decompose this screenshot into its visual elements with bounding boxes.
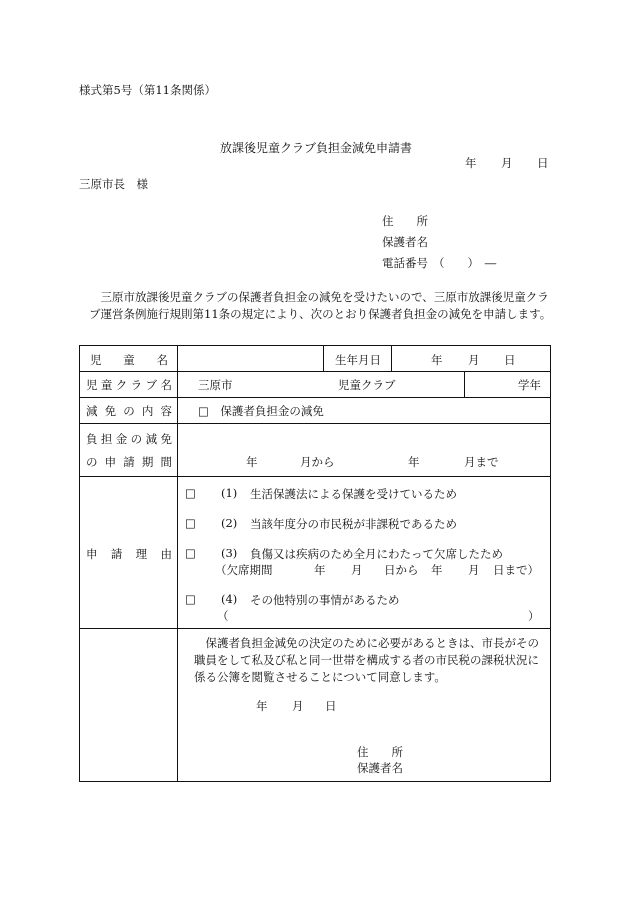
applicant-address-label: 住 所 bbox=[382, 214, 428, 228]
date-day-unit: 日 bbox=[537, 156, 549, 170]
period-label-line-1: 負 担 金 の 減 免 bbox=[86, 432, 172, 446]
checkbox-icon[interactable]: □ bbox=[185, 516, 196, 530]
checkbox-icon[interactable]: □ bbox=[185, 486, 196, 500]
applicant-guardian-label: 保護者名 bbox=[382, 235, 428, 249]
reason-label: 申 請 理 由 bbox=[86, 547, 172, 561]
intro-paragraph: 三原市放課後児童クラブの保護者負担金の減免を受けたいので、三原市放課後児童クラブ運営条例施行規則第11条の規定により、次のとおり保護者負担金の減免を申請します。 bbox=[89, 290, 552, 321]
period-label-line-2: の 申 請 期 間 bbox=[86, 455, 172, 469]
consent-guardian-label: 保護者名 bbox=[357, 761, 403, 775]
consent-paragraph: 保護者負担金減免の決定のために必要があるときは、市長がその職員をして私及び私と同一世帯を構成する者の市民税の課税状況に係る公簿を閲覧させることについて同意します。 bbox=[194, 636, 539, 684]
consent-address-label: 住 所 bbox=[357, 745, 403, 759]
content-checkbox[interactable]: □ 保護者負担金の減免 bbox=[198, 404, 324, 418]
applicant-phone-label: 電話番号 bbox=[382, 256, 428, 270]
child-name-field[interactable] bbox=[178, 347, 322, 371]
checkbox-icon[interactable]: □ bbox=[185, 546, 196, 560]
child-name-label: 児 童 名 bbox=[90, 353, 168, 367]
date-year-unit: 年 bbox=[465, 156, 477, 170]
club-name-label: 児 童 ク ラ ブ 名 bbox=[86, 378, 172, 392]
club-grade-suffix: 学年 bbox=[518, 378, 541, 392]
date-month-unit: 月 bbox=[501, 156, 513, 170]
addressee: 三原市長 様 bbox=[79, 177, 148, 191]
content-label: 減 免 の 内 容 bbox=[86, 404, 172, 418]
club-name-suffix: 児童クラブ bbox=[338, 378, 396, 392]
applicant-phone-format: （ ） ― bbox=[433, 256, 497, 270]
checkbox-icon[interactable]: □ bbox=[185, 592, 196, 606]
club-city: 三原市 bbox=[198, 378, 233, 392]
page-title: 放課後児童クラブ負担金減免申請書 bbox=[220, 141, 413, 155]
form-number: 様式第5号（第11条関係） bbox=[79, 83, 216, 97]
birth-date-label: 生年月日 bbox=[335, 353, 381, 367]
application-table: 児 童 名 生年月日 年 月 日 児 童 ク ラ ブ 名 三原市 児童クラブ 学年 減 免 の 内 容 □ 保護者負担金の減免 負 担 金 の 減 免 の 申 請 期 間 年 月から 年 月まで 申 請 理 由 □ (1) 生活保護法による保護を受けているため □ (2) 当該年度分の市民税が非課税であるため □ (3) 負傷又は疾病のため全月にわたって欠席したため （欠席期間 年 月 日から 年 月 日まで） □ (4) その他特別の事情があるため （ ） 保護者負担金減免の決定のために必要があるときは、市長がその職員をして私及び私と同一世帯を構成する者の市民税の課税状況に係る公簿を閲覧させることについて同意します。 年 月 日 住 所 保護者名 bbox=[79, 345, 551, 782]
